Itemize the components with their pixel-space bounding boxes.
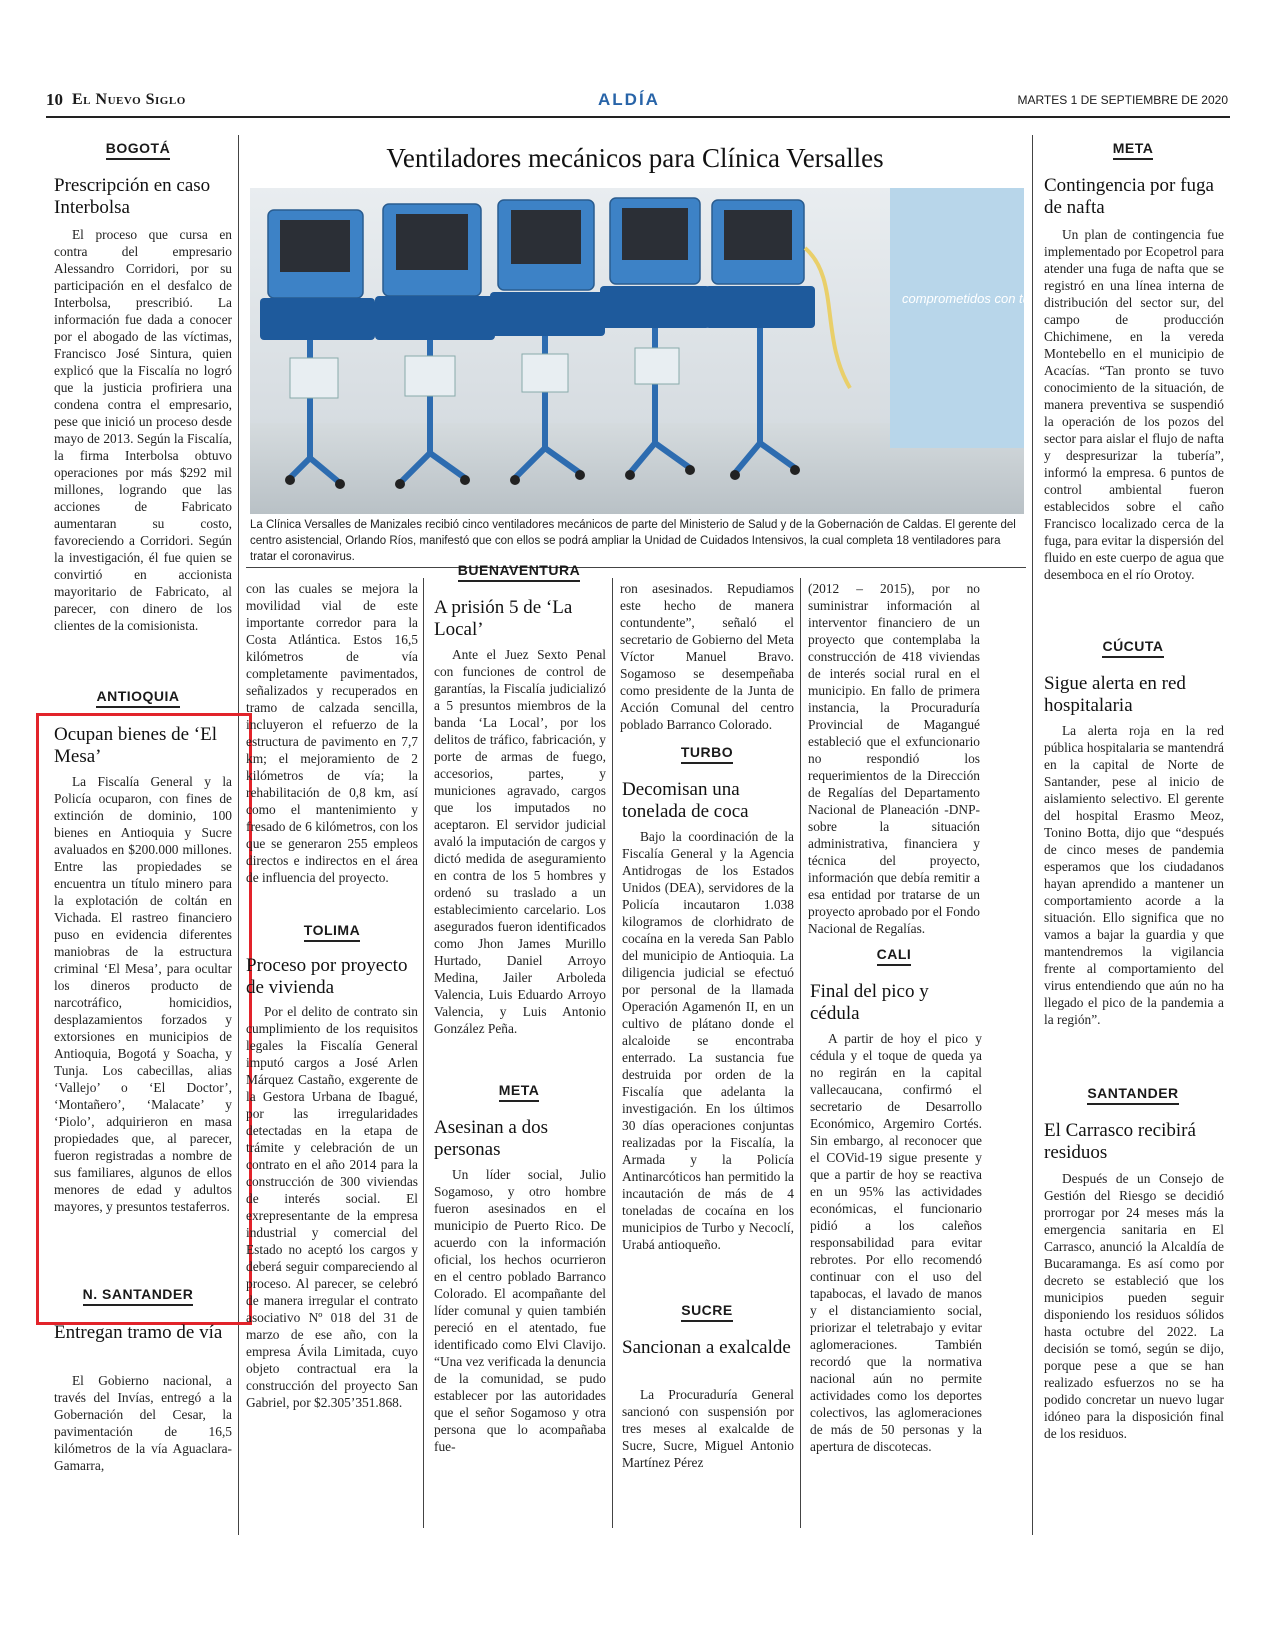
feature-photo (250, 188, 1065, 514)
headline: Decomisan una tonelada de coca (622, 779, 749, 822)
article-body: Después de un Consejo de Gestión del Riesgo se decidió prorrogar por 24 meses más la emergencia sanitaria en El Carrasco, anunció la Alcaldía de Bucaramanga. Es así como por decreto se estableció que los municipios pueden seguir disponiendo los residuos sólidos hasta octubre del 2022. La decisión se tomó, según se dijo, porque pese a que se han realizado esfuerzos no se ha podido concretar un nuevo lugar idóneo para la disposición final de los residuos. (1044, 1171, 1224, 1441)
column-rule (800, 578, 801, 1528)
section-tag: TOLIMA (246, 922, 418, 942)
headline: Entregan tramo de vía (54, 1322, 223, 1343)
article-body-continued: con las cuales se mejora la movilidad vial de este importante corredor para la Costa Atlántica. Estos 16,5 kilómetros de vía completamente pavimentados, señalizados y recuperados en tramo de calzada sencilla, incluyeron el refuerzo de la estructura de pavimento en 7,7 km; el mejoramiento de 2 kilómetros de vía; la rehabilitación de 0,8 km, así como el mantenimiento y fresado de 6 kilómetros, con los que se generaron 255 empleos directos e indirectos en el área de influencia del proyecto. (246, 581, 418, 885)
section-tag: SANTANDER (1040, 1085, 1226, 1105)
section-tag: TURBO (620, 744, 794, 764)
article-body: Bajo la coordinación de la Fiscalía General y la Agencia Antidrogas de los Estados Unidos (DEA), servidores de la Policía incautaron 1.038 kilogramos de clorhidrato de cocaína en la vereda San Pablo del municipio de Antioquia. La diligencia judicial se efectuó por personal de la llamada Operación Agamenón II, en un cultivo de plátano donde el alcaloide se encontraba enterrado. La sustancia fue destruida por orden de la Fiscalía que adelanta la investigación. En los últimos 30 días operaciones conjuntas realizadas por la Fiscalía, la Armada y la Policía Antinarcóticos han permitido la incautación de más de 4 toneladas de cocaína en los municipios de Turbo y Necoclí, Urabá antioqueño. (622, 829, 794, 1252)
feature-caption: La Clínica Versalles de Manizales recibió cinco ventiladores mecánicos de parte del Ministerio de Salud y de la Gobernación de Caldas. El gerente del centro asistencial, Orlando Ríos, manifestó que con ellos se podrá ampliar la Unidad de Cuidados Intensivos, la cual completa 18 ventiladores para tratar el coronavirus. (250, 519, 1016, 563)
page-number: 10 (46, 90, 63, 109)
column-rule (612, 578, 613, 1528)
article-body: El Gobierno nacional, a través del Invías, entregó a la Gobernación del Cesar, la pavimentación de 16,5 kilómetros de la vía Aguaclara-Gamarra, (54, 1373, 232, 1473)
article-body-continued: (2012 – 2015), por no suministrar información al interventor financiero de un proyecto que contemplaba la construcción de 418 viviendas de interés social rural en el municipio. En fallo de primera instancia, la Procuraduría Provincial de Magangué estableció que el exfuncionario no respondió los requerimientos de la Dirección de Regalías del Departamento Nacional de Planeación -DNP- sobre la situación administrativa, financiera y técnica del proyecto, información que debía remitir a esa entidad por tratarse de un proyecto aprobado por el Fondo Nacional de Regalías. (808, 581, 980, 936)
section-tag: N. SANTANDER (46, 1286, 230, 1306)
headline: Contingencia por fuga de nafta (1044, 175, 1214, 218)
column-rule (423, 578, 424, 1528)
article-body: Un plan de contingencia fue implementado por Ecopetrol para atender una fuga de nafta que se registró en una línea interna de distribución del sector sur, del campo de producción Chichimene, en la vereda Montebello en el municipio de Acacías. “Tan pronto se tuvo conocimiento de la situación, de manera preventiva se suspendió la operación de los pozos del sector para aislar el flujo de nafta y despresurizar la tubería”, informó la empresa. 6 puntos de control ambiental fueron establecidos sobre el caño Francisco localizado cerca de la fuga, para evitar la dispersión del fluido en este cuerpo de agua que desemboca en el río Orotoy. (1044, 227, 1224, 582)
headline: El Carrasco recibirá residuos (1044, 1120, 1196, 1163)
article-body: La alerta roja en la red pública hospitalaria se mantendrá en la capital de Norte de Santander, pese al inicio de aislamiento selectivo. El gerente del hospital Erasmo Meoz, Tonino Botta, dijo que “después de cinco meses de pandemia esperamos que los ciudadanos hayan aprendido a mantener un comportamiento acorde a la situación. Ello significa que no vamos a bajar la guardia y que mantendremos la vigilancia frente al comportamiento del virus entendiendo que aún no ha llegado el pico de la pandemia a la región”. (1044, 723, 1224, 1027)
article-body: A partir de hoy el pico y cédula y el toque de queda ya no regirán en la capital vallecaucana, confirmó el secretario de Desarrollo Económico, Argemiro Cortés. Sin embargo, al reconocer que el COVid-19 sigue presente y que a partir de hoy se reactiva en un 95% las actividades económicas, el funcionario pidió a los caleños responsabilidad para evitar rebrotes. Por ello recomendó continuar con el uso del tapabocas, el lavado de manos y el distanciamiento social, priorizar el teletrabajo y evitar aglomeraciones. También recordó que la normativa nacional aún no permite actividades como los deportes colectivos, las aglomeraciones de más de 50 personas y la apertura de discotecas. (810, 1031, 982, 1454)
ventilators-image (250, 188, 1065, 514)
section-tag: META (430, 1082, 608, 1102)
headline: A prisión 5 de ‘La Local’ (434, 597, 573, 640)
article-body: Un líder social, Julio Sogamoso, y otro hombre fueron asesinados en el municipio de Puerto Rico. De acuerdo con la información oficial, los hechos ocurrieron en el centro poblado Barranco Colorado. El acompañante del líder comunal y quien también pereció en el atentado, fue identificado como Elvi Clavijo. “Una vez verificada la denuncia de la comunidad, se pudo establecer por las autoridades que el señor Sogamoso y otra persona que lo acompañaba fue- (434, 1167, 606, 1454)
article-body: Por el delito de contrato sin cumplimiento de los requisitos legales la Fiscalía General imputó cargos a José Arlen Márquez Castaño, exgerente de la Gestora Urbana de Ibagué, por las irregularidades detectadas en la etapa de trámite y celebración de un contrato en el año 2014 para la construcción de 300 viviendas de interés social. El exrepresentante de la empresa industrial y comercial del Estado no aceptó los cargos y deberá seguir compareciendo al proceso. Al parecer, se celebró de manera irregular el contrato asociativo Nº 018 del 31 de marzo de ese año, con la empresa Ávila Limitada, cuyo objeto contractual era la construcción del proyecto San Gabriel, por $2.305’351.868. (246, 1004, 418, 1410)
section-tag: BUENAVENTURA (430, 562, 608, 582)
column-rule (1032, 135, 1033, 1535)
headline: Sigue alerta en red hospitalaria (1044, 673, 1186, 716)
headline: Sancionan a exalcalde (622, 1337, 791, 1358)
section-name: ALDÍA (598, 90, 660, 109)
feature-bottom-rule (246, 567, 1026, 568)
headline: Final del pico y cédula (810, 981, 929, 1024)
headline: Ocupan bienes de ‘El Mesa’ (54, 724, 218, 767)
section-tag: BOGOTÁ (46, 140, 230, 160)
article-body: El proceso que cursa en contra del empresario Alessandro Corridori, por su participación en el desfalco de Interbolsa, prescribió. La información fue dada a conocer por el abogado de las víctimas, Francisco José Sintura, quien explicó que la Fiscalía no logró que la justicia profiriera una condena contra el empresario, pese que inició un proceso desde mayo de 2013. Según la Fiscalía, la firma Interbolsa obtuvo operaciones por más $292 mil millones, logrando que las acciones de Fabricato aumentaran su costo, favoreciendo a Corridori. Según la investigación, él fue quien se convirtió en accionista mayoritario de Fabricato, al parecer, con dinero de los clientes de la comisionista. (54, 227, 232, 633)
section-tag: SUCRE (620, 1302, 794, 1322)
article-body-continued: ron asesinados. Repudiamos este hecho de manera contundente”, señaló el secretario de Gobierno del Meta Víctor Manuel Bravo. Sogamoso se desempeñaba como presidente de la Junta de Acción Comunal del centro poblado Barranco Colorado. (620, 581, 794, 732)
article-body: Ante el Juez Sexto Penal con funciones de control de garantías, la Fiscalía judicializó a 5 presuntos miembros de la banda ‘La Local’, por los delitos de tráfico, fabricación, y porte de armas de fuego, accesorios, partes, y municiones agravado, cargos que los imputados no aceptaron. El servidor judicial avaló la imputación de cargos y dictó medida de aseguramiento en contra de los 5 hombres y ordenó su traslado a un establecimiento carcelario. Los asegurados fueron identificados como Jhon James Murillo Hurtado, Daniel Arroyo Medina, Jailer Arboleda Valencia, Luis Eduardo Arroyo Valencia, y Luis Antonio González Peña. (434, 647, 606, 1036)
headline: Prescripción en caso Interbolsa (54, 175, 211, 218)
section-tag: META (1040, 140, 1226, 160)
feature-title: Ventiladores mecánicos para Clínica Versalles (386, 143, 884, 173)
section-tag: CÚCUTA (1040, 638, 1226, 658)
headline: Proceso por proyecto de vivienda (246, 955, 408, 998)
article-body: La Fiscalía General y la Policía ocuparon, con fines de extinción de dominio, 100 bienes en Antioquia y Sucre avaluados en $200.000 millones. Entre las propiedades se encuentra un título minero para la explotación de coltán en Vichada. El rastreo financiero puso en evidencia diferentes maniobras de la estructura criminal ‘El Mesa’, para ocultar los dineros producto de narcotráfico, homicidios, desplazamientos forzados y extorsiones en municipios de Antioquia, Bogotá y Soacha, y Tunja. Los cabecillas, alias ‘Vallejo’ o ‘El Doctor’, ‘Montañero’, ‘Malacate’ y ‘Piolo’, adquirieron en masa propiedades que, al parecer, fueron registradas a nombre de sus familiares, algunos de ellos menores de edad y adultos mayores, y presuntos testaferros. (54, 774, 232, 1214)
headline: Asesinan a dos personas (434, 1117, 548, 1160)
section-tag: CALI (808, 946, 980, 966)
article-body: La Procuraduría General sancionó con suspensión por tres meses al exalcalde de Sucre, Sucre, Miguel Antonio Martínez Pérez (622, 1387, 794, 1470)
section-tag: ANTIOQUIA (46, 688, 230, 708)
publication-name: El Nuevo Siglo (72, 91, 186, 108)
issue-date: MARTES 1 DE SEPTIEMBRE DE 2020 (1017, 93, 1228, 107)
banner-text: comprometidos con tu salud (902, 291, 1065, 306)
